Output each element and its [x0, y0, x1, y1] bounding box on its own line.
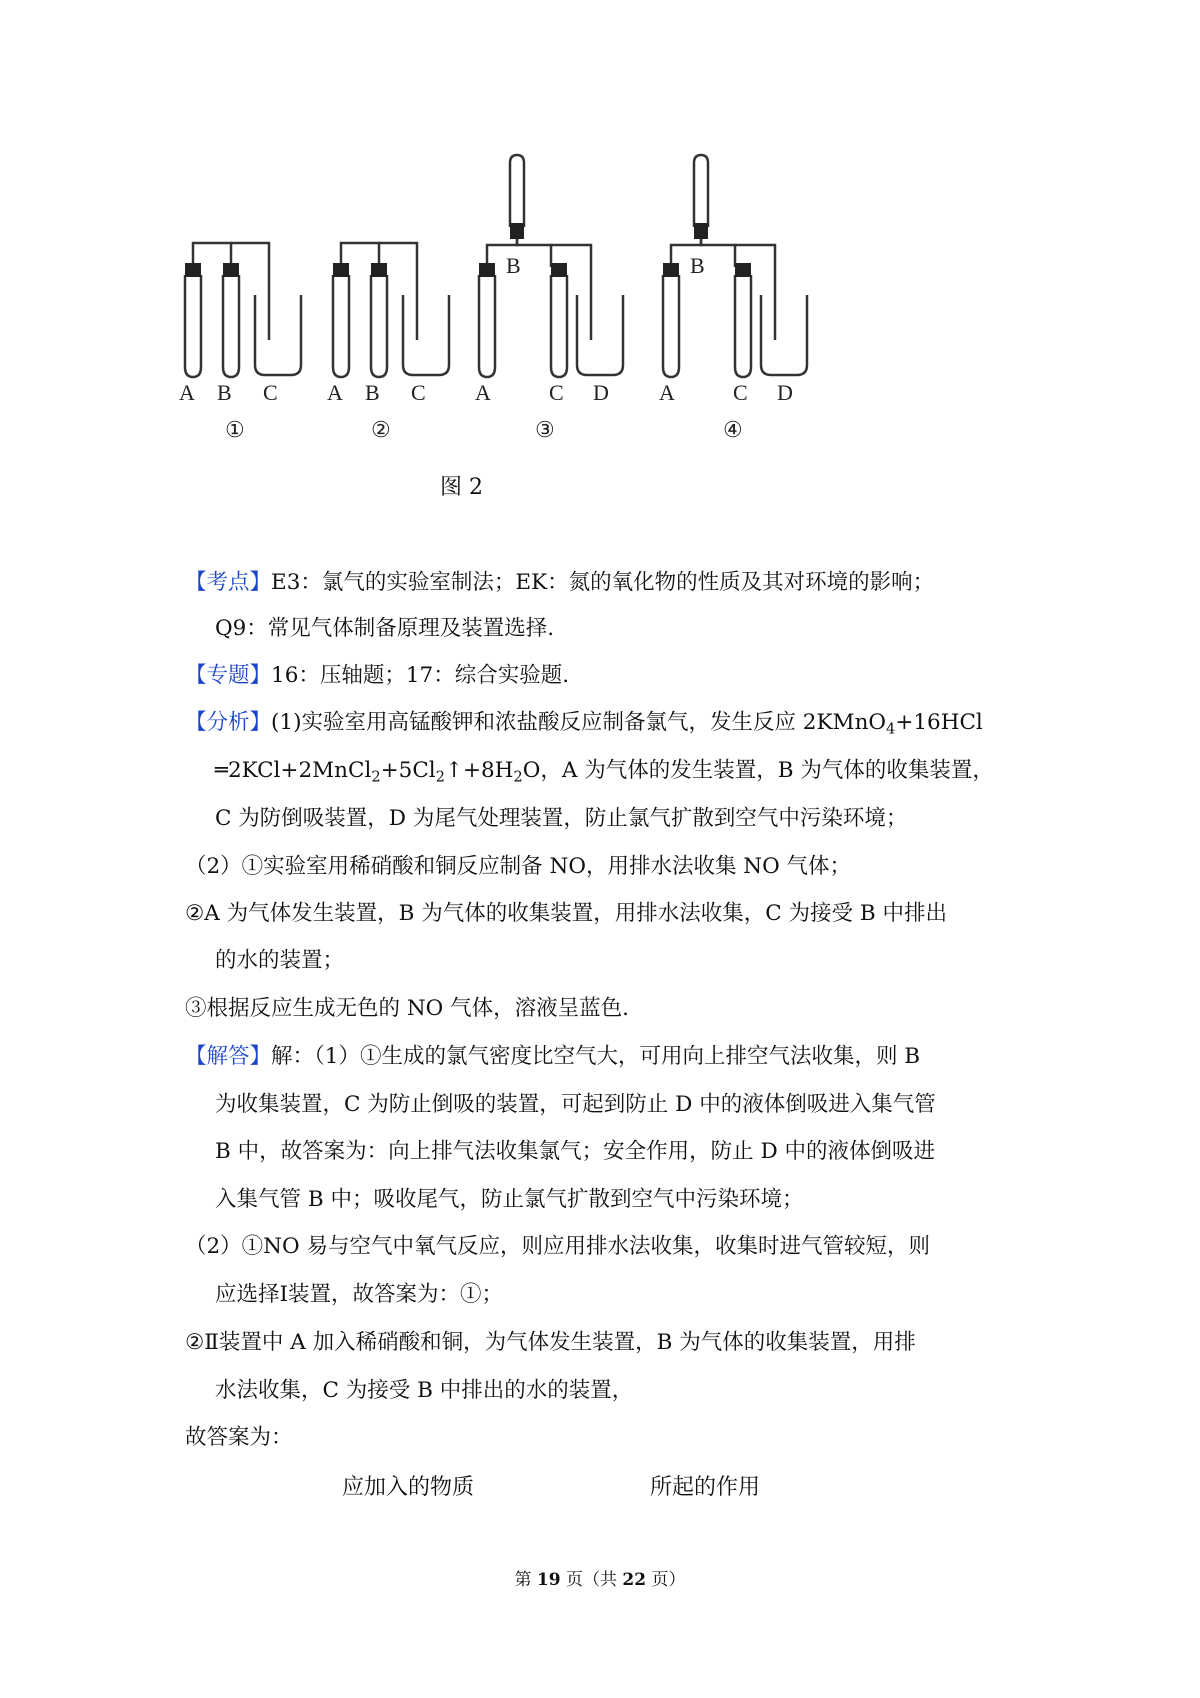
label-4-b: B — [690, 253, 705, 278]
fenxi-line7: ③根据反应生成无色的 NO 气体，溶液呈蓝色. — [185, 996, 629, 1021]
zhuanti-line — [185, 665, 569, 687]
figure-caption: 图 2 — [440, 475, 483, 500]
jieda-tag: 【解答】 — [185, 1044, 272, 1069]
fenxi-line4: （2）①实验室用稀硝酸和铜反应制备 NO，用排水法收集 NO 气体； — [185, 854, 852, 879]
jieda-line9: 故答案为： — [185, 1425, 293, 1450]
label-3-d: D — [593, 380, 609, 405]
jieda-line5: （2）①NO 易与空气中氧气反应，则应用排水法收集，收集时进气管较短，则 — [185, 1234, 930, 1259]
setup-2 — [333, 243, 449, 377]
label-4-d: D — [777, 380, 793, 405]
footer-prefix: 第 — [514, 1570, 532, 1590]
footer-total-pages: 22 — [622, 1570, 647, 1590]
zhuanti-text: 16：压轴题；17：综合实验题. — [271, 663, 570, 688]
number-1: ① — [225, 417, 245, 442]
label-1-b: B — [217, 380, 232, 405]
fenxi-sub1: 4 — [886, 720, 896, 738]
footer-mid: 页（共 — [566, 1570, 617, 1590]
fenxi-line6: 的水的装置； — [215, 948, 345, 973]
fenxi-text2d: O，A 为气体的发生装置，B 为气体的收集装置， — [522, 758, 994, 783]
jieda-line1 — [185, 1046, 920, 1068]
fenxi-line3: C 为防倒吸装置，D 为尾气处理装置，防止氯气扩散到空气中污染环境； — [215, 806, 908, 831]
number-4: ④ — [723, 417, 743, 442]
number-3: ③ — [535, 417, 555, 442]
footer-page-number: 19 — [536, 1570, 561, 1590]
fenxi-text1a: (1)实验室用高锰酸钾和浓盐酸反应制备氯气，发生反应 2KMnO — [271, 710, 887, 735]
apparatus-figure — [179, 155, 905, 455]
jieda-line6: 应选择Ⅰ装置，故答案为：①； — [215, 1282, 503, 1307]
footer-suffix: 页） — [651, 1570, 686, 1590]
fenxi-text2a: ═2KCl+2MnCl — [215, 758, 372, 783]
fenxi-line5: ②A 为气体发生装置，B 为气体的收集装置，用排水法收集，C 为接受 B 中排出 — [185, 901, 948, 926]
number-2: ② — [371, 417, 391, 442]
label-3-a: A — [475, 380, 491, 405]
jieda-line7: ②Ⅱ装置中 A 加入稀硝酸和铜，为气体发生装置，B 为气体的收集装置，用排 — [185, 1330, 916, 1355]
jieda-line3: B 中，故答案为：向上排气法收集氯气；安全作用，防止 D 中的液体倒吸进 — [215, 1139, 936, 1164]
label-1-c: C — [263, 380, 278, 405]
label-4-c: C — [733, 380, 748, 405]
fenxi-line1 — [185, 710, 983, 738]
label-2-b: B — [365, 380, 380, 405]
fenxi-sub2b: 2 — [435, 768, 445, 786]
jieda-line2: 为收集装置，C 为防止倒吸的装置，可起到防止 D 中的液体倒吸进入集气管 — [215, 1092, 936, 1117]
label-2-c: C — [411, 380, 426, 405]
kaodian-line2: Q9：常见气体制备原理及装置选择. — [215, 616, 555, 641]
fenxi-line2 — [215, 758, 994, 786]
fenxi-text2c: ↑+8H — [444, 758, 514, 783]
page-footer — [0, 1565, 1200, 1590]
setup-1 — [185, 243, 301, 377]
jieda-text1: 解：（1）①生成的氯气密度比空气大，可用向上排空气法收集，则 B — [271, 1044, 921, 1069]
label-3-b: B — [506, 253, 521, 278]
label-2-a: A — [327, 380, 343, 405]
kaodian-tag: 【考点】 — [185, 570, 272, 595]
table-header-function: 所起的作用 — [650, 1475, 761, 1500]
fenxi-text1b: +16HCl — [895, 710, 983, 735]
fenxi-sub2c: 2 — [513, 768, 523, 786]
zhuanti-tag: 【专题】 — [185, 663, 272, 688]
jieda-line8: 水法收集，C 为接受 B 中排出的水的装置， — [215, 1378, 634, 1403]
jieda-line4: 入集气管 B 中；吸收尾气，防止氯气扩散到空气中污染环境； — [215, 1187, 804, 1212]
fenxi-sub2a: 2 — [371, 768, 381, 786]
fenxi-text2b: +5Cl — [380, 758, 436, 783]
kaodian-text1: E3：氯气的实验室制法；EK：氮的氧化物的性质及其对环境的影响； — [271, 570, 935, 595]
label-4-a: A — [659, 380, 675, 405]
fenxi-tag: 【分析】 — [185, 710, 272, 735]
table-header-substance: 应加入的物质 — [342, 1475, 475, 1500]
kaodian-line1 — [185, 572, 934, 594]
label-3-c: C — [549, 380, 564, 405]
label-1-a: A — [179, 380, 195, 405]
